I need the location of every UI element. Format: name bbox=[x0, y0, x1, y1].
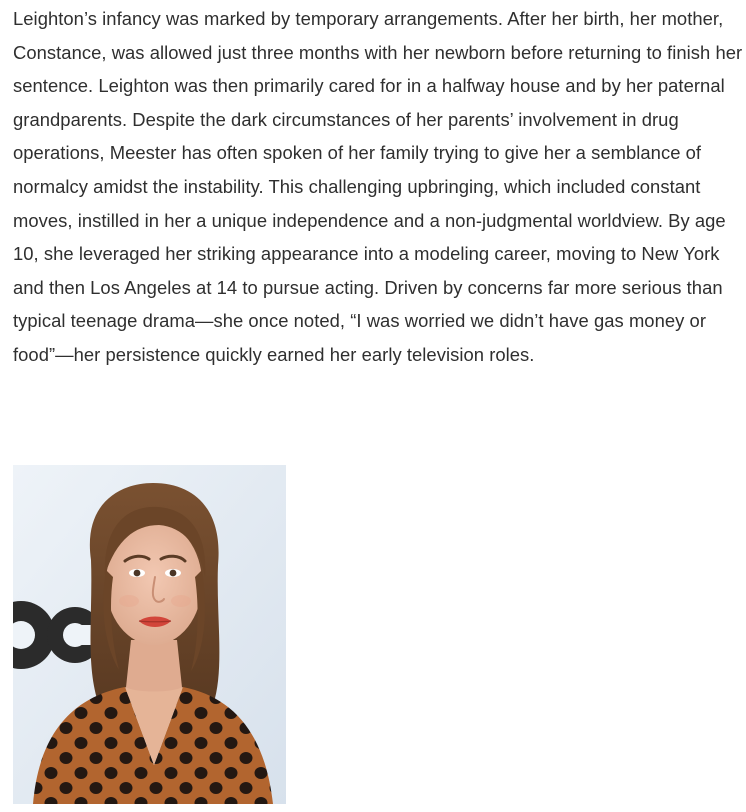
neck bbox=[125, 640, 183, 697]
article-paragraph: Leighton’s infancy was marked by temporary arrangements. After her birth, her mother, Constance, was allowed just three months with her newborn before returning to finish her sentence. Leighton was then primarily cared for in a halfway house and by her paternal grandparents. Despite the dark circumstances of her parents’ involvement in drug operations, Meester has often spoken of her family trying to give her a semblance of normalcy amidst the instability. This challenging upbringing, which included constant moves, instilled in her a unique independence and a non-judgmental worldview. By age 10, she leveraged her striking appearance into a modeling career, moving to New York and then Los Angeles at 14 to pursue acting. Driven by concerns far more serious than typical teenage drama—she once noted, “I was worried we didn’t have gas money or food”—her persistence quickly earned her early television roles. bbox=[13, 8, 743, 365]
article bbox=[13, 0, 743, 372]
portrait-photo bbox=[13, 465, 286, 804]
portrait-illustration bbox=[13, 465, 286, 804]
